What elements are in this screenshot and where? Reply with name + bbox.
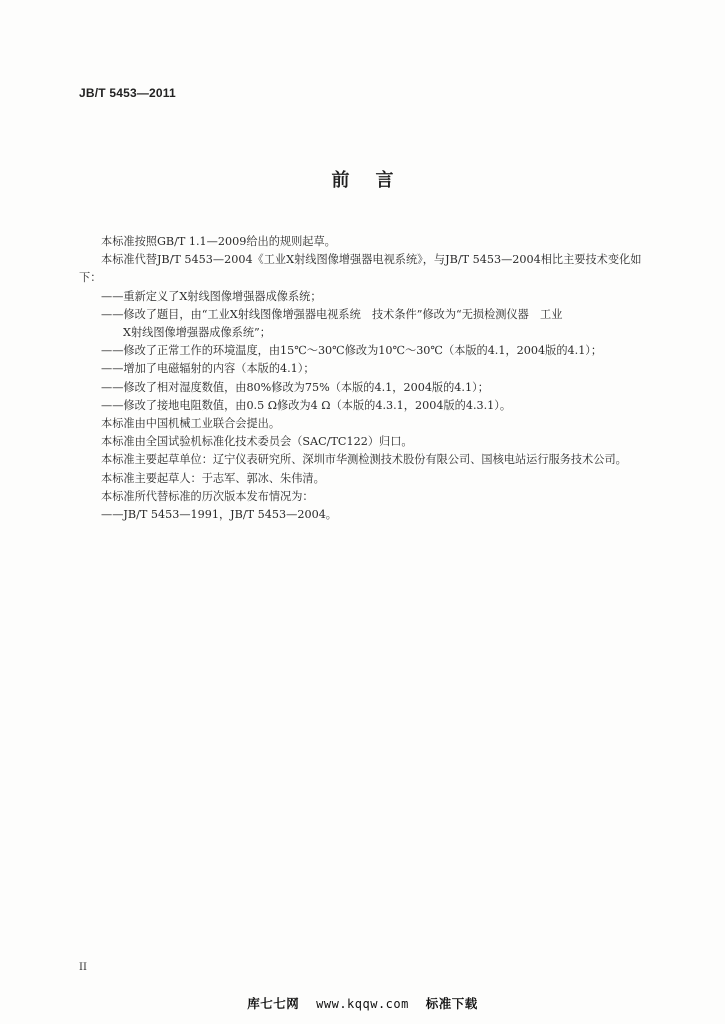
paragraph-history: 本标准所代替标准的历次版本发布情况为： <box>101 489 314 503</box>
footer-url-link[interactable]: www.kqqw.com <box>316 997 409 1011</box>
change-item-1: ——重新定义了X射线图像增强器成像系统； <box>101 289 322 303</box>
change-item-2-continued: X射线图像增强器成像系统”； <box>123 326 271 340</box>
footer-site-name: 库七七网 <box>247 996 300 1011</box>
standard-code: JB/T 5453—2011 <box>79 86 176 100</box>
history-versions: ——JB/T 5453—1991，JB/T 5453—2004。 <box>101 508 337 522</box>
change-item-4: ——增加了电磁辐射的内容（本版的4.1）； <box>101 362 315 376</box>
change-item-2: ——修改了题目，由“工业X射线图像增强器电视系统 技术条件”修改为“无损检测仪器 工业 <box>101 307 563 321</box>
page-number: II <box>79 962 87 973</box>
page-title: 前言 <box>331 170 420 191</box>
paragraph-drafters: 本标准主要起草人：于志军、郭冰、朱伟清。 <box>101 471 325 485</box>
foreword-body <box>79 233 649 524</box>
paragraph-committee: 本标准由全国试验机标准化技术委员会（SAC/TC122）归口。 <box>101 435 413 449</box>
paragraph-replacement: 本标准代替JB/T 5453—2004《工业X射线图像增强器电视系统》，与JB/T 5453—2004相比主要技术变化如下： <box>79 253 642 285</box>
footer-watermark <box>0 994 725 1012</box>
change-item-3: ——修改了正常工作的环境温度，由15℃～30℃修改为10℃～30℃（本版的4.1，2004版的4.1）； <box>101 344 603 358</box>
paragraph-proposer: 本标准由中国机械工业联合会提出。 <box>101 417 281 431</box>
footer-tagline: 标准下载 <box>425 996 478 1011</box>
change-item-6: ——修改了接地电阻数值，由0.5 Ω修改为4 Ω（本版的4.3.1，2004版的4.3.1）。 <box>101 398 512 412</box>
change-item-5: ——修改了相对湿度数值，由80%修改为75%（本版的4.1，2004版的4.1）； <box>101 380 489 394</box>
paragraph-drafting-units: 本标准主要起草单位：辽宁仪表研究所、深圳市华测检测技术股份有限公司、国核电站运行服务技术公司。 <box>101 453 627 467</box>
paragraph-drafting-rules: 本标准按照GB/T 1.1—2009给出的规则起草。 <box>101 235 336 248</box>
